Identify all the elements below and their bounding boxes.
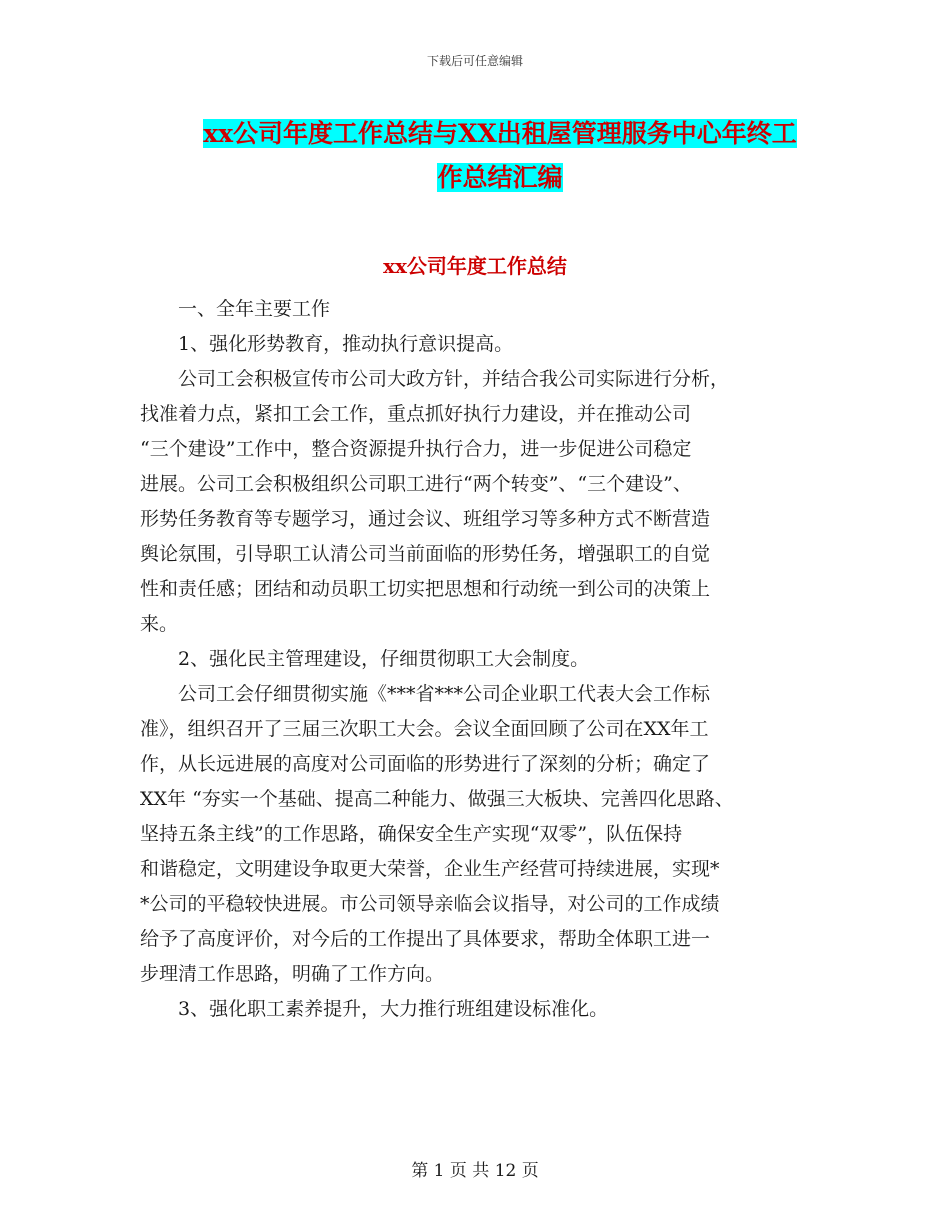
paragraph-line: “三个建设”工作中，整合资源提升执行合力，进一步促进公司稳定 <box>140 438 692 460</box>
paragraph-line: 坚持五条主线”的工作思路，确保安全生产实现“双零”，队伍保持 <box>140 823 683 845</box>
list-item-heading: 2、强化民主管理建设，仔细贯彻职工大会制度。 <box>178 648 590 670</box>
paragraph-line: 步理清工作思路，明确了工作方向。 <box>140 963 445 985</box>
paragraph-line: 性和责任感；团结和动员职工切实把思想和行动统一到公司的决策上 <box>140 578 711 600</box>
title-line-2: 作总结汇编 <box>437 163 563 192</box>
title-line-1: xx公司年度工作总结与XX出租屋管理服务中心年终工 <box>203 119 797 148</box>
paragraph-line: 来。 <box>140 613 179 635</box>
list-item-heading: 3、强化职工素养提升，大力推行班组建设标准化。 <box>178 998 609 1020</box>
paragraph-line: 准》，组织召开了三届三次职工大会。会议全面回顾了公司在XX年工 <box>140 718 709 740</box>
document-title <box>140 112 860 200</box>
header-note: 下载后可任意编辑 <box>426 54 523 68</box>
paragraph-line: XX年 “夯实一个基础、提高二种能力、做强三大板块、完善四化思路、 <box>140 788 734 810</box>
section-heading: xx公司年度工作总结 <box>383 254 567 278</box>
paragraph-line: 形势任务教育等专题学习，通过会议、班组学习等多种方式不断营造 <box>140 508 711 530</box>
document-body <box>140 292 810 1027</box>
paragraph-line: 公司工会仔细贯彻实施《***省***公司企业职工代表大会工作标 <box>178 683 711 705</box>
list-item-heading: 1、强化形势教育，推动执行意识提高。 <box>178 333 514 355</box>
page-footer: 第 1 页 共 12 页 <box>411 1161 539 1181</box>
paragraph-line: *公司的平稳较快进展。市公司领导亲临会议指导，对公司的工作成绩 <box>140 893 720 915</box>
paragraph-line: 找准着力点，紧扣工会工作，重点抓好执行力建设，并在推动公司 <box>140 403 692 425</box>
paragraph-line: 作，从长远进展的高度对公司面临的形势进行了深刻的分析；确定了 <box>140 753 711 775</box>
paragraph-line: 给予了高度评价，对今后的工作提出了具体要求，帮助全体职工进一 <box>140 928 711 950</box>
paragraph-line: 公司工会积极宣传市公司大政方针，并结合我公司实际进行分析， <box>178 368 730 390</box>
paragraph-line: 和谐稳定，文明建设争取更大荣誉，企业生产经营可持续进展，实现* <box>140 858 720 880</box>
paragraph-line: 进展。公司工会积极组织公司职工进行“两个转变”、“三个建设”、 <box>140 473 692 495</box>
paragraph-line: 舆论氛围，引导职工认清公司当前面临的形势任务，增强职工的自觉 <box>140 543 711 565</box>
section-label: 一、全年主要工作 <box>178 298 331 320</box>
